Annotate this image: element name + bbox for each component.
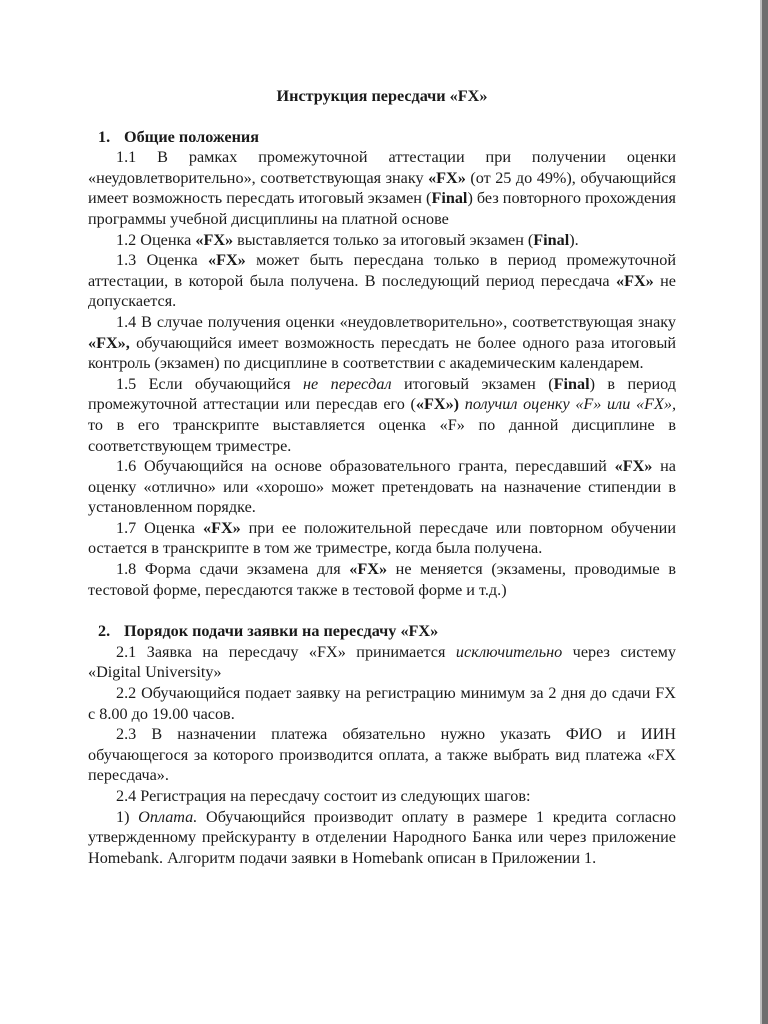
paragraph: [88, 642, 676, 683]
text-run: 1.6 Обучающийся на основе образовательного гранта, пересдавший: [116, 457, 615, 476]
bold-run: «FX»): [415, 395, 460, 414]
text-run: 1.7 Оценка: [116, 518, 203, 537]
text-run: 1.3 Оценка: [116, 251, 209, 270]
text-run: 2.4 Регистрация на пересдачу состоит из следующих шагов:: [116, 787, 531, 805]
text-run: итоговый экзамен (: [391, 374, 554, 393]
text-run: не меняется (экзамены, проводимые в тестовой форме, пересдаются также в тестовой форме и т.д.): [88, 560, 676, 599]
text-run: ).: [569, 230, 579, 249]
text-run: (от 25 до 49%), обучающийся имеет возможность пересдать итоговый экзамен (: [88, 168, 677, 208]
document-body: [88, 86, 676, 868]
paragraph: [88, 807, 676, 869]
text-run: на оценку «отлично» или «хорошо» может претендовать на назначение стипендии в установленном порядке.: [88, 457, 676, 517]
paragraph: [88, 456, 676, 518]
text-run: 1.8 Форма сдачи экзамена для: [116, 560, 350, 579]
text-run: 1): [116, 807, 139, 826]
text-run: ) без повторного прохождения программы учебной дисциплины на платной основе: [88, 189, 677, 228]
section-gap: [88, 600, 676, 621]
text-run: не допускается.: [88, 271, 676, 311]
bold-run: Final: [553, 374, 590, 393]
bold-run: «FX»: [202, 518, 241, 537]
paragraph: [88, 312, 676, 374]
text-run: 2.2 Обучающийся подает заявку на регистрацию минимум за 2 дня до сдачи FX с 8.00 до 19.00 часов.: [88, 684, 676, 723]
text-run: 1.5 Если обучающийся: [116, 374, 303, 393]
paragraph: [88, 786, 676, 807]
bold-run: Final: [431, 189, 468, 208]
paragraph: [88, 147, 676, 229]
bold-run: Final: [533, 230, 570, 249]
paragraph: [88, 518, 676, 559]
paragraph: [88, 374, 676, 456]
bold-run: «FX»: [208, 251, 246, 270]
section-heading: [88, 127, 676, 148]
text-run: обучающийся имеет возможность пересдать не более одного раза итоговый контроль (экзамен) по дисциплине в соответствии с академическим календарем.: [88, 333, 676, 373]
bold-run: «FX»,: [88, 333, 130, 352]
paragraph: [88, 250, 676, 312]
text-run: может быть пересдана только в период промежуточной аттестации, в которой была получена. В последующий период пересдача: [88, 251, 676, 290]
text-run: то в его транскрипте выставляется оценка «F» по данной дисциплине в соответствующем триместре.: [88, 415, 676, 455]
section-heading-text: Общие положения: [124, 127, 260, 146]
italic-run: исключительно: [455, 642, 563, 661]
scan-edge: [762, 0, 768, 1024]
text-run: Обучающийся производит оплату в размере 1 кредита согласно утвержденному прейскуранту в отделении Народного Банка или через приложение Homebank. Алгоритм подачи заявки в Homebank описан в Приложении 1.: [88, 807, 676, 867]
text-run: ) в период промежуточной аттестации или пересдав его (: [88, 374, 676, 414]
paragraph: [88, 230, 676, 251]
text-run: при ее положительной пересдаче или повторном обучении остается в транскрипте в том же триместре, когда была получена.: [88, 518, 676, 558]
bold-run: «FX»: [428, 168, 466, 187]
text-run: 2.3 В назначении платежа обязательно нужно указать ФИО и ИИН обучающегося за которого производится оплата, а также выбрать вид платежа «FX пересдача».: [88, 725, 676, 785]
section-number: 1.: [98, 127, 111, 146]
paragraph: [88, 683, 676, 724]
text-run: 1.4 В случае получения оценки «неудовлетворительно», соответствующая знаку: [116, 312, 676, 331]
italic-run: получил оценку «F» или «FX»,: [464, 395, 676, 414]
paragraph: [88, 724, 676, 786]
bold-run: «FX»: [616, 271, 654, 290]
text-run: через систему «Digital University»: [88, 642, 676, 682]
text-run: выставляется только за итоговый экзамен (: [233, 230, 534, 249]
bold-run: «FX»: [349, 560, 388, 579]
bold-run: «FX»: [614, 457, 653, 476]
section-number: 2.: [98, 622, 111, 641]
text-run: 1.1 В рамках промежуточной аттестации при получении оценки «неудовлетворительно», соответствующая знаку: [88, 148, 676, 187]
section-heading-text: Порядок подачи заявки на пересдачу «FX»: [124, 622, 439, 641]
italic-run: Оплата.: [138, 807, 198, 826]
bold-run: «FX»: [195, 230, 234, 249]
text-run: 2.1 Заявка на пересдачу «FX» принимается: [116, 642, 456, 661]
document-title: Инструкция пересдачи «FX»: [276, 87, 488, 105]
section-heading: [88, 621, 676, 642]
document-sections: [88, 127, 676, 869]
paragraph: [88, 559, 676, 600]
text-run: 1.2 Оценка: [116, 230, 196, 249]
italic-run: не пересдал: [303, 374, 392, 393]
